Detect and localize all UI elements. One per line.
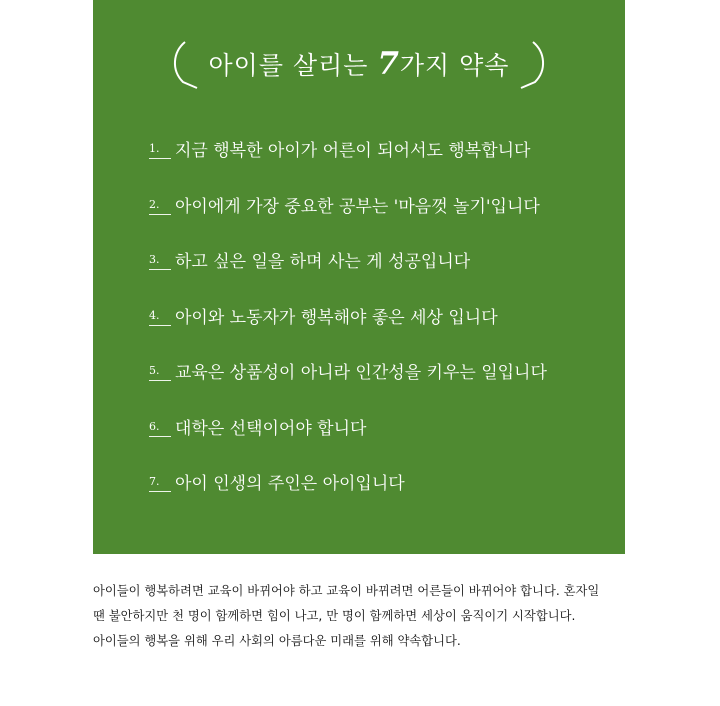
promise-item-6	[149, 418, 619, 474]
description-line-3: 아이들의 행복을 위해 우리 사회의 아름다운 미래를 위해 약속합니다.	[93, 634, 461, 648]
title-number: 7	[377, 46, 400, 82]
promise-item-1	[149, 140, 619, 196]
promise-text: 하고 싶은 일을 하며 사는 게 성공입니다	[175, 252, 471, 272]
promise-number: 7.	[149, 473, 171, 492]
promise-text: 교육은 상품성이 아니라 인간성을 키우는 일입니다	[175, 363, 547, 383]
title-banner	[93, 38, 625, 94]
description-line-2: 땐 불안하지만 천 명이 함께하면 힘이 나고, 만 명이 함께하면 세상이 움직이기 시작합니다.	[93, 609, 576, 623]
promise-text: 아이와 노동자가 행복해야 좋은 세상 입니다	[175, 307, 498, 328]
promise-number: 5.	[149, 362, 171, 381]
promise-item-7	[149, 473, 619, 529]
promise-item-3	[149, 251, 619, 307]
promise-panel	[93, 0, 625, 554]
promise-item-2	[149, 196, 619, 252]
title-prefix: 아이를 살리는	[208, 51, 378, 80]
description-line-1: 아이들이 행복하려면 교육이 바뀌어야 하고 교육이 바뀌려면 어른들이 바뀌어야 합니다. 혼자일	[93, 584, 600, 598]
promise-text: 대학은 선택이어야 합니다	[175, 418, 367, 439]
promise-list	[149, 140, 619, 529]
promise-number: 2.	[149, 196, 171, 215]
promise-number: 4.	[149, 307, 171, 326]
promise-number: 3.	[149, 251, 171, 270]
page-title	[93, 48, 625, 82]
promise-item-5	[149, 362, 619, 418]
promise-text: 아이에게 가장 중요한 공부는 '마음껏 놀기'입니다	[175, 196, 540, 217]
promise-number: 6.	[149, 418, 171, 437]
promise-text: 아이 인생의 주인은 아이입니다	[175, 474, 405, 494]
promise-item-4	[149, 307, 619, 363]
promise-text: 지금 행복한 아이가 어른이 되어서도 행복합니다	[175, 141, 531, 161]
description-paragraph	[93, 579, 628, 654]
promise-number: 1.	[149, 140, 171, 159]
title-suffix: 가지 약속	[399, 51, 510, 80]
